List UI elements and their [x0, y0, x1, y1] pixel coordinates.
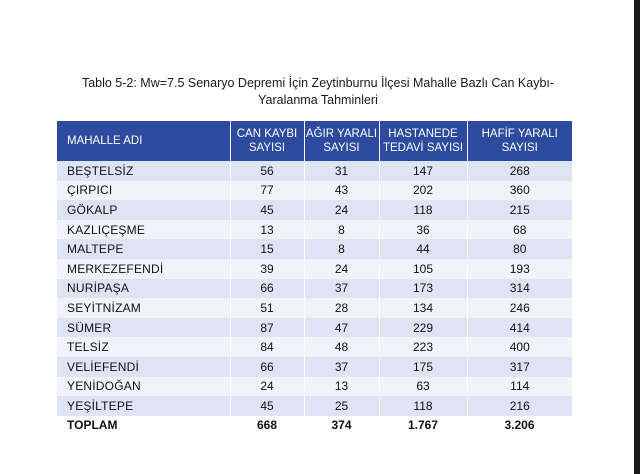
cell-hastanede: 63: [379, 377, 467, 397]
cell-agir-yarali: 43: [304, 181, 379, 201]
header-row: [57, 121, 572, 161]
cell-hastanede: 105: [379, 259, 467, 279]
table-caption: [58, 75, 578, 109]
cell-hastanede: 118: [379, 200, 467, 220]
casualty-estimates-table: [57, 121, 572, 435]
cell-can-kaybi: 66: [230, 279, 304, 299]
cell-hafif-yarali: 246: [467, 298, 572, 318]
window-edge: [634, 0, 640, 474]
total-row: [57, 416, 572, 435]
header-hastanede: [379, 121, 467, 161]
cell-agir-yarali: 37: [304, 357, 379, 377]
header-can-kaybi: [230, 121, 304, 161]
table-row: [57, 318, 572, 338]
cell-hafif-yarali: 400: [467, 337, 572, 357]
cell-mahalle: GÖKALP: [57, 200, 230, 220]
table-row: [57, 396, 572, 416]
header-can-kaybi-line2: SAYISI: [248, 142, 286, 154]
cell-mahalle: MERKEZEFENDİ: [57, 259, 230, 279]
cell-mahalle: KAZLIÇEŞME: [57, 220, 230, 240]
cell-mahalle: YENİDOĞAN: [57, 377, 230, 397]
cell-hafif-yarali: 317: [467, 357, 572, 377]
cell-can-kaybi: 56: [230, 161, 304, 181]
cell-agir-yarali: 24: [304, 200, 379, 220]
cell-can-kaybi: 77: [230, 181, 304, 201]
header-mahalle-adi: [57, 121, 230, 161]
cell-mahalle: NURİPAŞA: [57, 279, 230, 299]
header-hastanede-line1: HASTANEDE: [388, 128, 458, 140]
cell-agir-yarali: 13: [304, 377, 379, 397]
header-mahalle-adi-label: MAHALLE ADI: [67, 135, 143, 147]
cell-hastanede: 147: [379, 161, 467, 181]
cell-can-kaybi: 45: [230, 200, 304, 220]
header-agir-yarali-line1: AĞIR YARALI: [305, 128, 378, 140]
header-hafif-yarali-line1: HAFİF YARALI: [481, 128, 558, 140]
table-row: [57, 337, 572, 357]
header-hafif-yarali-line2: SAYISI: [501, 142, 538, 154]
cell-hastanede: 173: [379, 279, 467, 299]
cell-hafif-yarali: 68: [467, 220, 572, 240]
table-footer: [57, 416, 572, 435]
table-header: [57, 121, 572, 161]
cell-hafif-yarali: 193: [467, 259, 572, 279]
cell-hafif-yarali: 80: [467, 239, 572, 259]
cell-hastanede: 175: [379, 357, 467, 377]
table-row: [57, 161, 572, 181]
cell-mahalle: SÜMER: [57, 318, 230, 338]
cell-hastanede: 202: [379, 181, 467, 201]
cell-agir-yarali: 37: [304, 279, 379, 299]
header-hafif-yarali: [467, 121, 572, 161]
cell-can-kaybi: 66: [230, 357, 304, 377]
cell-mahalle: TELSİZ: [57, 337, 230, 357]
cell-can-kaybi: 39: [230, 259, 304, 279]
table-row: [57, 181, 572, 201]
cell-agir-yarali: 47: [304, 318, 379, 338]
total-agir-yarali: 374: [304, 416, 379, 435]
cell-hastanede: 44: [379, 239, 467, 259]
total-hastanede: 1.767: [379, 416, 467, 435]
cell-hafif-yarali: 360: [467, 181, 572, 201]
cell-agir-yarali: 28: [304, 298, 379, 318]
table-row: [57, 200, 572, 220]
header-agir-yarali: [304, 121, 379, 161]
cell-hafif-yarali: 268: [467, 161, 572, 181]
cell-can-kaybi: 24: [230, 377, 304, 397]
cell-hafif-yarali: 414: [467, 318, 572, 338]
table-row: [57, 279, 572, 299]
table-body: [57, 161, 572, 416]
total-hafif-yarali: 3.206: [467, 416, 572, 435]
cell-hastanede: 229: [379, 318, 467, 338]
cell-mahalle: YEŞİLTEPE: [57, 396, 230, 416]
cell-agir-yarali: 24: [304, 259, 379, 279]
cell-mahalle: MALTEPE: [57, 239, 230, 259]
table-row: [57, 259, 572, 279]
cell-agir-yarali: 25: [304, 396, 379, 416]
cell-hastanede: 134: [379, 298, 467, 318]
total-label: TOPLAM: [57, 416, 230, 435]
cell-hafif-yarali: 215: [467, 200, 572, 220]
cell-mahalle: SEYİTNİZAM: [57, 298, 230, 318]
cell-agir-yarali: 8: [304, 220, 379, 240]
cell-mahalle: ÇIRPICI: [57, 181, 230, 201]
table-row: [57, 357, 572, 377]
caption-line-2: Yaralanma Tahminleri: [258, 93, 378, 107]
cell-hafif-yarali: 114: [467, 377, 572, 397]
cell-mahalle: VELİEFENDİ: [57, 357, 230, 377]
cell-hafif-yarali: 216: [467, 396, 572, 416]
cell-agir-yarali: 31: [304, 161, 379, 181]
cell-hafif-yarali: 314: [467, 279, 572, 299]
cell-hastanede: 223: [379, 337, 467, 357]
cell-hastanede: 36: [379, 220, 467, 240]
cell-can-kaybi: 51: [230, 298, 304, 318]
cell-can-kaybi: 45: [230, 396, 304, 416]
cell-mahalle: BEŞTELSİZ: [57, 161, 230, 181]
table-row: [57, 239, 572, 259]
table-row: [57, 220, 572, 240]
cell-agir-yarali: 48: [304, 337, 379, 357]
total-can-kaybi: 668: [230, 416, 304, 435]
cell-can-kaybi: 15: [230, 239, 304, 259]
table-row: [57, 377, 572, 397]
caption-line-1: Tablo 5-2: Mw=7.5 Senaryo Depremi İçin Zeytinburnu İlçesi Mahalle Bazlı Can Kaybı-: [81, 76, 555, 90]
header-hastanede-line2: TEDAVİ SAYISI: [382, 142, 464, 154]
table-row: [57, 298, 572, 318]
cell-agir-yarali: 8: [304, 239, 379, 259]
cell-can-kaybi: 87: [230, 318, 304, 338]
header-agir-yarali-line2: SAYISI: [323, 142, 360, 154]
cell-can-kaybi: 13: [230, 220, 304, 240]
header-can-kaybi-line1: CAN KAYBI: [236, 128, 298, 140]
cell-can-kaybi: 84: [230, 337, 304, 357]
cell-hastanede: 118: [379, 396, 467, 416]
